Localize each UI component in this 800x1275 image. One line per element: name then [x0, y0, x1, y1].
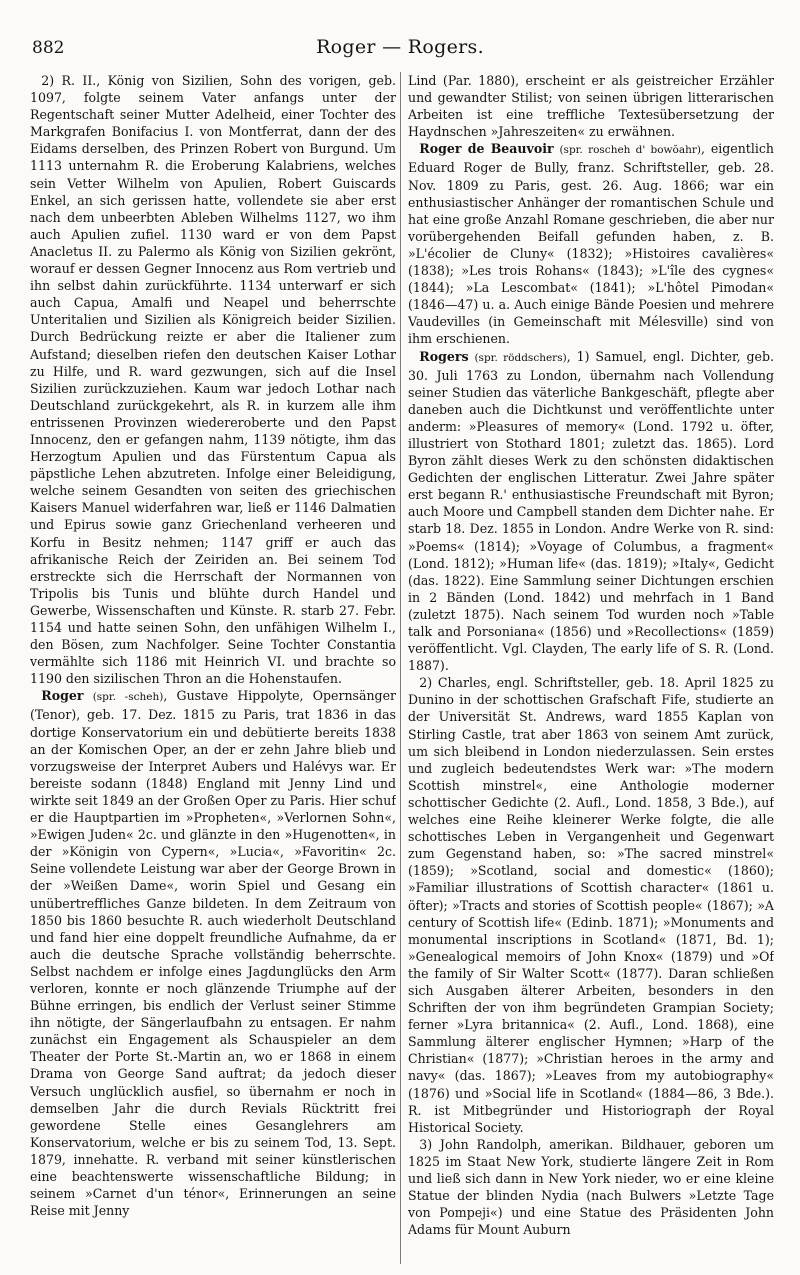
- pronunciation: (spr. -scheh): [92, 691, 164, 704]
- entry-rogers-charles: 2) Charles, engl. Schriftsteller, geb. 18. April 1825 zu Dunino in der schottischen Grafschaft Fife, studierte an der Universität St. Andrews, ward 1855 Kaplan von Stirling Castle, trat aber 1863 von seinem Amt zurück, um sich bleibend in London niederzulassen. Sein erstes und zugleich bedeutendstes Werk war: »The modern Scottish minstrel«, eine Anthologie moderner schottischer Gedichte (2. Aufl., Lond. 1858, 3 Bde.), auf welches eine Reihe kleinerer Werke folgte, die alle schottisches Leben in Vergangenheit und Gegenwart zum Gegenstand haben, so: »The sacred minstrel« (1859); »Scotland, social and domestic« (1860); »Familiar illustrations of Scottish character« (1861 u. öfter); »Tracts and stories of Scottish people« (1867); »A century of Scottish life« (Edinb. 1871); »Monuments and monumental inscriptions in Scotland« (1871, Bd. 1); »Genealogical memoirs of John Knox« (1879) und »Of the family of Sir Walter Scott« (1877). Daran schließen sich Ausgaben älterer Arbeiten, besonders in den Schriften der von ihm begründeten Grampian Society; ferner »Lyra britannica« (2. Aufl., Lond. 1868), eine Sammlung älterer englischer Hymnen; »Harp of the Christian« (1877); »Christian heroes in the army and navy« (das. 1867); »Leaves from my autobiography« (1876) und »Social life in Scotland« (1884—86, 3 Bde.). R. ist Mitbegründer und Historiograph der Royal Historical Society.: [408, 675, 774, 1135]
- entry-headword: Roger de Beauvoir: [419, 141, 554, 157]
- page-number: 882: [32, 38, 65, 58]
- entry-rogers-samuel: [408, 348, 774, 675]
- entry-roger-de-beauvoir: [408, 140, 774, 347]
- pronunciation: (spr. röddschers): [474, 351, 567, 364]
- right-column: [408, 72, 774, 1264]
- running-title: Roger — Rogers.: [316, 36, 484, 58]
- entry-roger-gustave: [30, 687, 396, 1219]
- entry-headword: Rogers: [419, 348, 469, 364]
- entry-roger-ii: 2) R. II., König von Sizilien, Sohn des vorigen, geb. 1097, folgte seinem Vater anfangs unter der Regentschaft seiner Mutter Adelheid, einer Tochter des Markgrafen Bonifacius I. von Montferrat, dann der des Eidams derselben, des Prinzen Robert von Burgund. Um 1113 unternahm R. die Eroberung Kalabriens, welches sein Vetter Wilhelm von Apulien, Robert Guiscards Enkel, an sich gerissen hatte, vollendete sie aber erst nach dem unbeerbten Ableben Wilhelms 1127, wo ihm auch Apulien zufiel. 1130 ward er von dem Papst Anacletus II. zu Palermo als König von Sizilien gekrönt, worauf er dessen Gegner Innocenz aus Rom vertrieb und ihn selbst dahin zurückführte. 1134 unterwarf er sich auch Capua, Amalfi und Neapel und beherrschte Unteritalien und Sizilien als Königreich beider Sizilien. Durch Bedrückung reizte er aber die Italiener zum Aufstand; dieselben riefen den deutschen Kaiser Lothar zu Hilfe, und R. ward gezwungen, sich auf die Insel Sizilien zurückzuziehen. Kaum war jedoch Lothar nach Deutschland zurückgekehrt, als R. in kurzem alle ihm entrissenen Provinzen wiedereroberte und den Papst Innocenz, den er gefangen nahm, 1139 nötigte, ihm das Herzogtum Apulien und das Fürstentum Capua als päpstliche Lehen abzutreten. Infolge einer Beleidigung, welche seinem Gesandten von seiten des griechischen Kaisers Manuel widerfahren war, ließ er 1146 Dalmatien und Epirus sowie ganz Griechenland verheeren und Korfu in Besitz nehmen; 1147 griff er auch das afrikanische Reich der Zeiriden an. Bei seinem Tod erstreckte sich die Herrschaft der Normannen von Tripolis bis Tunis und blühte durch Handel und Gewerbe, Wissenschaften und Künste. R. starb 27. Febr. 1154 und hatte seinen Sohn, den unfähigen Wilhelm I., den Bösen, zum Nachfolger. Seine Tochter Constantia vermählte sich 1186 mit Heinrich VI. und brachte so 1190 den sizilischen Thron an die Hohenstaufen.: [30, 73, 396, 687]
- entry-continuation: Lind (Par. 1880), erscheint er als geistreicher Erzähler und gewandter Stilist; von seinen übrigen litterarischen Arbeiten ist eine treffliche Textesübersetzung der Haydnschen »Jahreszeiten« zu erwähnen.: [408, 73, 774, 140]
- entry-rogers-john-randolph: 3) John Randolph, amerikan. Bildhauer, geboren um 1825 im Staat New York, studierte längere Zeit in Rom und ließ sich dann in New York nieder, wo er eine kleine Statue der blinden Nydia (nach Bulwers »Letzte Tage von Pompeji«) und eine Statue des Präsidenten John Adams für Mount Auburn: [408, 1136, 774, 1238]
- pronunciation: (spr. roscheh d' bowŏahr): [559, 144, 701, 157]
- page-header: [30, 34, 770, 64]
- entry-text: , eigentlich Eduard Roger de Bully, franz. Schriftsteller, geb. 28. Nov. 1809 zu Paris, gest. 26. Aug. 1866; war ein enthusiastischer Anhänger der romantischen Schule und hat eine große Anzahl Romane geschrieben, die aber nur vorübergehenden Beifall gefunden haben, z. B. »L'écolier de Cluny« (1832); »Histoires cavalières« (1838); »Les trois Rohans« (1843); »L'île des cygnes« (1844); »La Lescombat« (1841); »L'hôtel Pimodan« (1846—47) u. a. Auch einige Bände Poesien und mehrere Vaudevilles (in Gemeinschaft mit Mélesville) sind von ihm erschienen.: [408, 141, 774, 347]
- left-column: [30, 72, 396, 1264]
- entry-headword: Roger: [41, 688, 84, 704]
- column-divider: [400, 72, 401, 1264]
- entry-text: , Gustave Hippolyte, Opernsänger (Tenor), geb. 17. Dez. 1815 zu Paris, trat 1836 in das dortige Konservatorium ein und debütierte bereits 1838 an der Komischen Oper, an der er zehn Jahre blieb und vorzugsweise der Interpret Aubers und Halévys war. Er bereiste sodann (1848) England mit Jenny Lind und wirkte seit 1849 an der Großen Oper zu Paris. Hier schuf er die Hauptpartien im »Propheten«, »Verlornen Sohn«, »Ewigen Juden« 2c. und glänzte in den »Hugenotten«, in der »Königin von Cypern«, »Lucia«, »Favoritin« 2c. Seine vollendete Leistung war aber der George Brown in der »Weißen Dame«, worin Spiel und Gesang ein unübertreffliches Ganze bildeten. In dem Zeitraum von 1850 bis 1860 besuchte R. auch wiederholt Deutschland und fand hier eine doppelt freundliche Aufnahme, da er auch die deutsche Sprache vollständig beherrschte. Selbst nachdem er infolge eines Jagdunglücks den Arm verloren, konnte er noch glänzende Triumphe auf der Bühne erringen, bis endlich der Verlust seiner Stimme ihn nötigte, der Sängerlaufbahn zu entsagen. Er nahm zunächst ein Engagement als Schauspieler an dem Theater der Porte St.-Martin an, wo er 1868 in einem Drama von George Sand auftrat; da jedoch dieser Versuch unglücklich ausfiel, so übernahm er noch in demselben Jahr die durch Revials Rücktritt frei gewordene Stelle eines Gesanglehrers am Konservatorium, welche er bis zu seinem Tod, 13. Sept. 1879, innehatte. R. verband mit seiner künstlerischen eine beachtenswerte wissenschaftliche Bildung; in seinem »Carnet d'un ténor«, Erinnerungen an seine Reise mit Jenny: [30, 688, 396, 1219]
- entry-text: , 1) Samuel, engl. Dichter, geb. 30. Juli 1763 zu London, übernahm nach Vollendung seiner Studien das väterliche Bankgeschäft, pflegte aber daneben auch die Dichtkunst und veröffentlichte unter anderm: »Pleasures of memory« (Lond. 1792 u. öfter, illustriert von Stothard 1801; zuletzt das. 1865). Lord Byron zählt dieses Werk zu den schönsten didaktischen Gedichten der englischen Litteratur. Zwei Jahre später erst begann R.' enthusiastische Freundschaft mit Byron; auch Moore und Campbell standen dem Dichter nahe. Er starb 18. Dez. 1855 in London. Andre Werke von R. sind: »Poems« (1814); »Voyage of Columbus, a fragment« (Lond. 1812); »Human life« (das. 1819); »Italy«, Gedicht (das. 1822). Eine Sammlung seiner Dichtungen erschien in 2 Bänden (Lond. 1842) und mehrfach in 1 Band (zuletzt 1875). Nach seinem Tod wurden noch »Table talk and Porsoniana« (1856) und »Recollections« (1859) veröffentlicht. Vgl. Clayden, The early life of S. R. (Lond. 1887).: [408, 348, 774, 674]
